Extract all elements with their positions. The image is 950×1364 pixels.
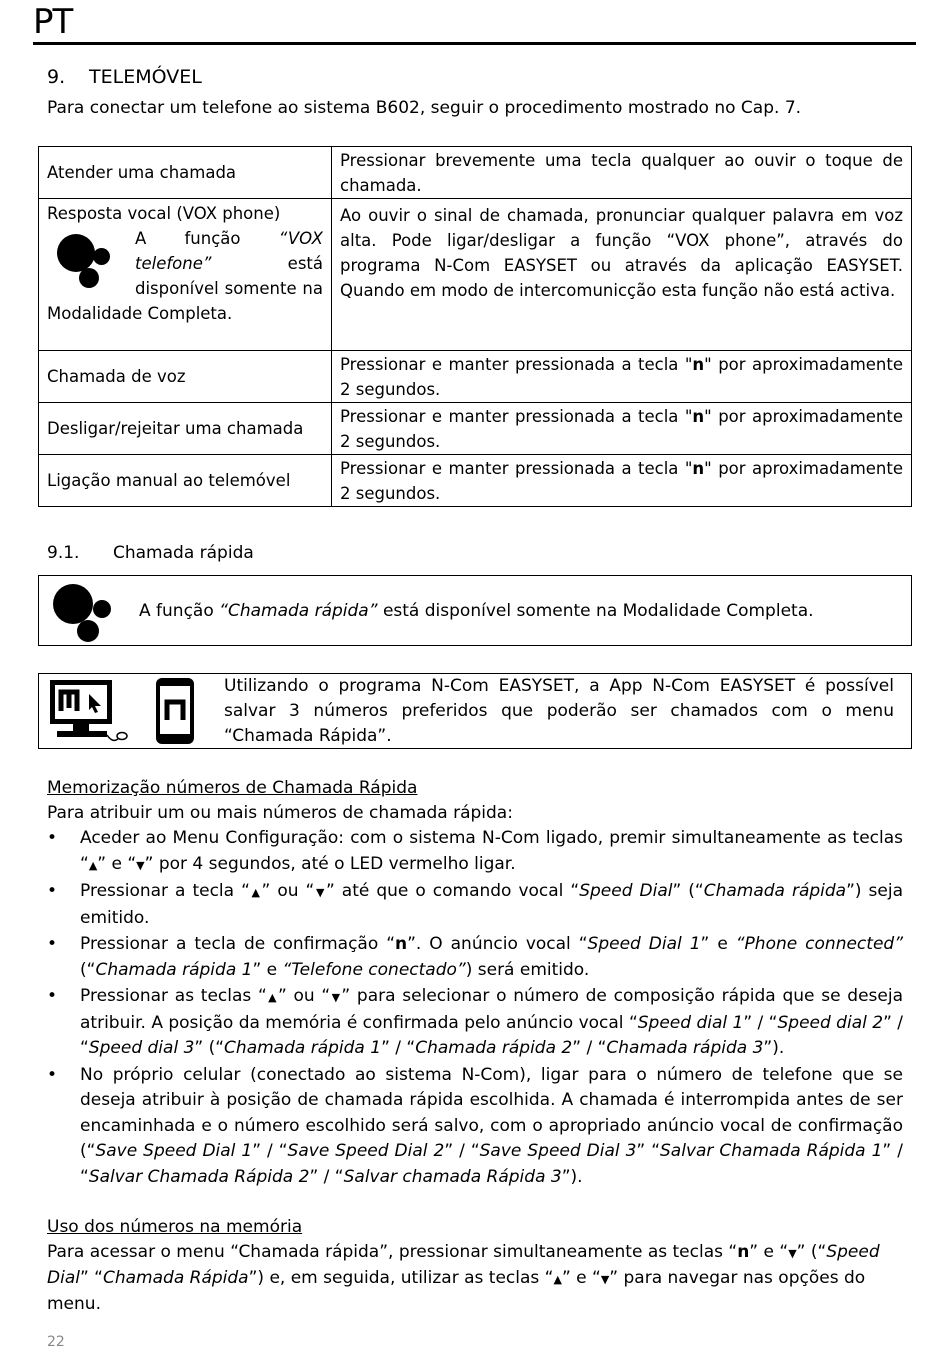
down-arrow-icon: ▼ xyxy=(330,991,342,1004)
list-item: • Pressionar as teclas “▲” ou “▼” para selecionar o número de composição rápida que se deseja atribuir. A posição da memória é confirmada pelo anúncio vocal “Speed dial 1” / “Speed dial 2” / “Speed dial 3” (“Chamada rápida 1” / “Chamada rápida 2” / “Chamada rápida 3”). xyxy=(47,986,904,1058)
down-arrow-icon: ▼ xyxy=(314,886,326,899)
full-mode-note-box xyxy=(38,575,912,646)
memorization-heading: Memorização números de Chamada Rápida xyxy=(47,778,418,798)
table-row xyxy=(39,199,912,351)
table-row xyxy=(39,351,912,403)
row-description: Pressionar e manter pressionada a tecla "n" por aproximadamente 2 segundos. xyxy=(332,351,912,403)
list-item: • Pressionar a tecla de confirmação “n”. O anúncio vocal “Speed Dial 1” e “Phone connected” (“Chamada rápida 1” e “Telefone conectado”) será emitido. xyxy=(47,934,904,980)
up-arrow-icon: ▲ xyxy=(266,991,278,1004)
table-row xyxy=(39,147,912,199)
header-rule xyxy=(33,42,916,45)
full-mode-icon xyxy=(47,580,129,650)
full-mode-note: A função “Chamada rápida” está disponível somente na Modalidade Completa. xyxy=(139,601,814,621)
usage-heading: Uso dos números na memória xyxy=(47,1217,303,1237)
intro-paragraph: Para conectar um telefone ao sistema B602, seguir o procedimento mostrado no Cap. 7. xyxy=(47,98,802,118)
row-label: Chamada de voz xyxy=(39,351,332,403)
bullet: • xyxy=(47,986,58,1006)
n-key: n xyxy=(737,1242,750,1262)
bullet: • xyxy=(47,1064,58,1085)
subsection-number: 9.1. xyxy=(47,543,80,563)
usage-paragraph: Para acessar o menu “Chamada rápida”, pressionar simultaneamente as teclas “n” e “▼” (“Speed Dial” “Chamada Rápida”) e, em seguida, utilizar as teclas “▲” e “▼” para navegar nas opções do menu. xyxy=(47,1242,880,1314)
row-label: Desligar/rejeitar uma chamada xyxy=(39,403,332,455)
row-label: Ligação manual ao telemóvel xyxy=(39,455,332,507)
bullet: • xyxy=(47,828,58,848)
computer-icon xyxy=(47,678,129,746)
subsection-title-text: Chamada rápida xyxy=(113,543,254,563)
section-number: 9. xyxy=(47,66,66,88)
up-arrow-icon: ▲ xyxy=(88,858,98,872)
row-description: Pressionar e manter pressionada a tecla "n" por aproximadamente 2 segundos. xyxy=(332,403,912,455)
table-row xyxy=(39,455,912,507)
call-functions-table xyxy=(38,146,912,507)
n-key: n xyxy=(395,934,408,954)
list-item: • Pressionar a tecla “▲” ou “▼” até que o comando vocal “Speed Dial” (“Chamada rápida”) seja emitido. xyxy=(47,881,903,928)
down-arrow-icon: ▼ xyxy=(136,858,145,872)
easyset-note: Utilizando o programa N-Com EASYSET, a App N-Com EASYSET é possível salvar 3 números preferidos que poderão ser chamados com o menu “Chamada Rápida”. xyxy=(224,676,894,746)
row-description: Ao ouvir o sinal de chamada, pronunciar qualquer palavra em voz alta. Pode ligar/desligar a função “VOX phone”, através do programa N-Com EASYSET ou através da aplicação EASYSET. Quando em modo de intercomunicção esta função não está activa. xyxy=(332,199,912,351)
row-label: Resposta vocal (VOX phone) xyxy=(47,204,281,223)
up-arrow-icon: ▲ xyxy=(249,886,262,899)
up-arrow-icon: ▲ xyxy=(553,1273,562,1286)
section-title-text: TELEMÓVEL xyxy=(89,66,202,88)
vox-note: A função “VOX telefone” está disponível somente na Modalidade Completa. xyxy=(47,229,323,323)
memorization-steps xyxy=(47,826,903,1191)
full-mode-icon xyxy=(47,228,129,298)
bullet: • xyxy=(47,881,58,901)
vox-cell xyxy=(39,199,332,351)
row-description: Pressionar e manter pressionada a tecla "n" por aproximadamente 2 segundos. xyxy=(332,455,912,507)
list-item: • No próprio celular (conectado ao sistema N-Com), ligar para o número de telefone que se deseja atribuir à posição de chamada rápida escolhida. A chamada é interrompida antes de ser encaminhada e o número escolhido será salvo, com o apropriado anúncio vocal de confirmação (“Save Speed Dial 1” / “Save Speed Dial 2” / “Save Speed Dial 3” “Salvar Chamada Rápida 1” / “Salvar Chamada Rápida 2” / “Salvar chamada Rápida 3”). xyxy=(47,1064,903,1187)
table-row xyxy=(39,403,912,455)
row-label: Atender uma chamada xyxy=(39,147,332,199)
easyset-note-box xyxy=(38,673,912,749)
smartphone-icon xyxy=(154,676,196,746)
list-item: • Aceder ao Menu Configuração: com o sistema N-Com ligado, premir simultaneamente as teclas “▲” e “▼” por 4 segundos, até o LED vermelho ligar. xyxy=(47,828,903,874)
page-number: 22 xyxy=(47,1334,65,1350)
down-arrow-icon: ▼ xyxy=(788,1247,797,1260)
row-description: Pressionar brevemente uma tecla qualquer ao ouvir o toque de chamada. xyxy=(332,147,912,199)
section-title xyxy=(47,64,202,90)
language-tag: PT xyxy=(33,2,73,42)
memorization-intro: Para atribuir um ou mais números de chamada rápida: xyxy=(47,803,513,823)
subsection-title xyxy=(47,541,254,566)
bullet: • xyxy=(47,934,58,954)
down-arrow-icon: ▼ xyxy=(600,1273,610,1286)
